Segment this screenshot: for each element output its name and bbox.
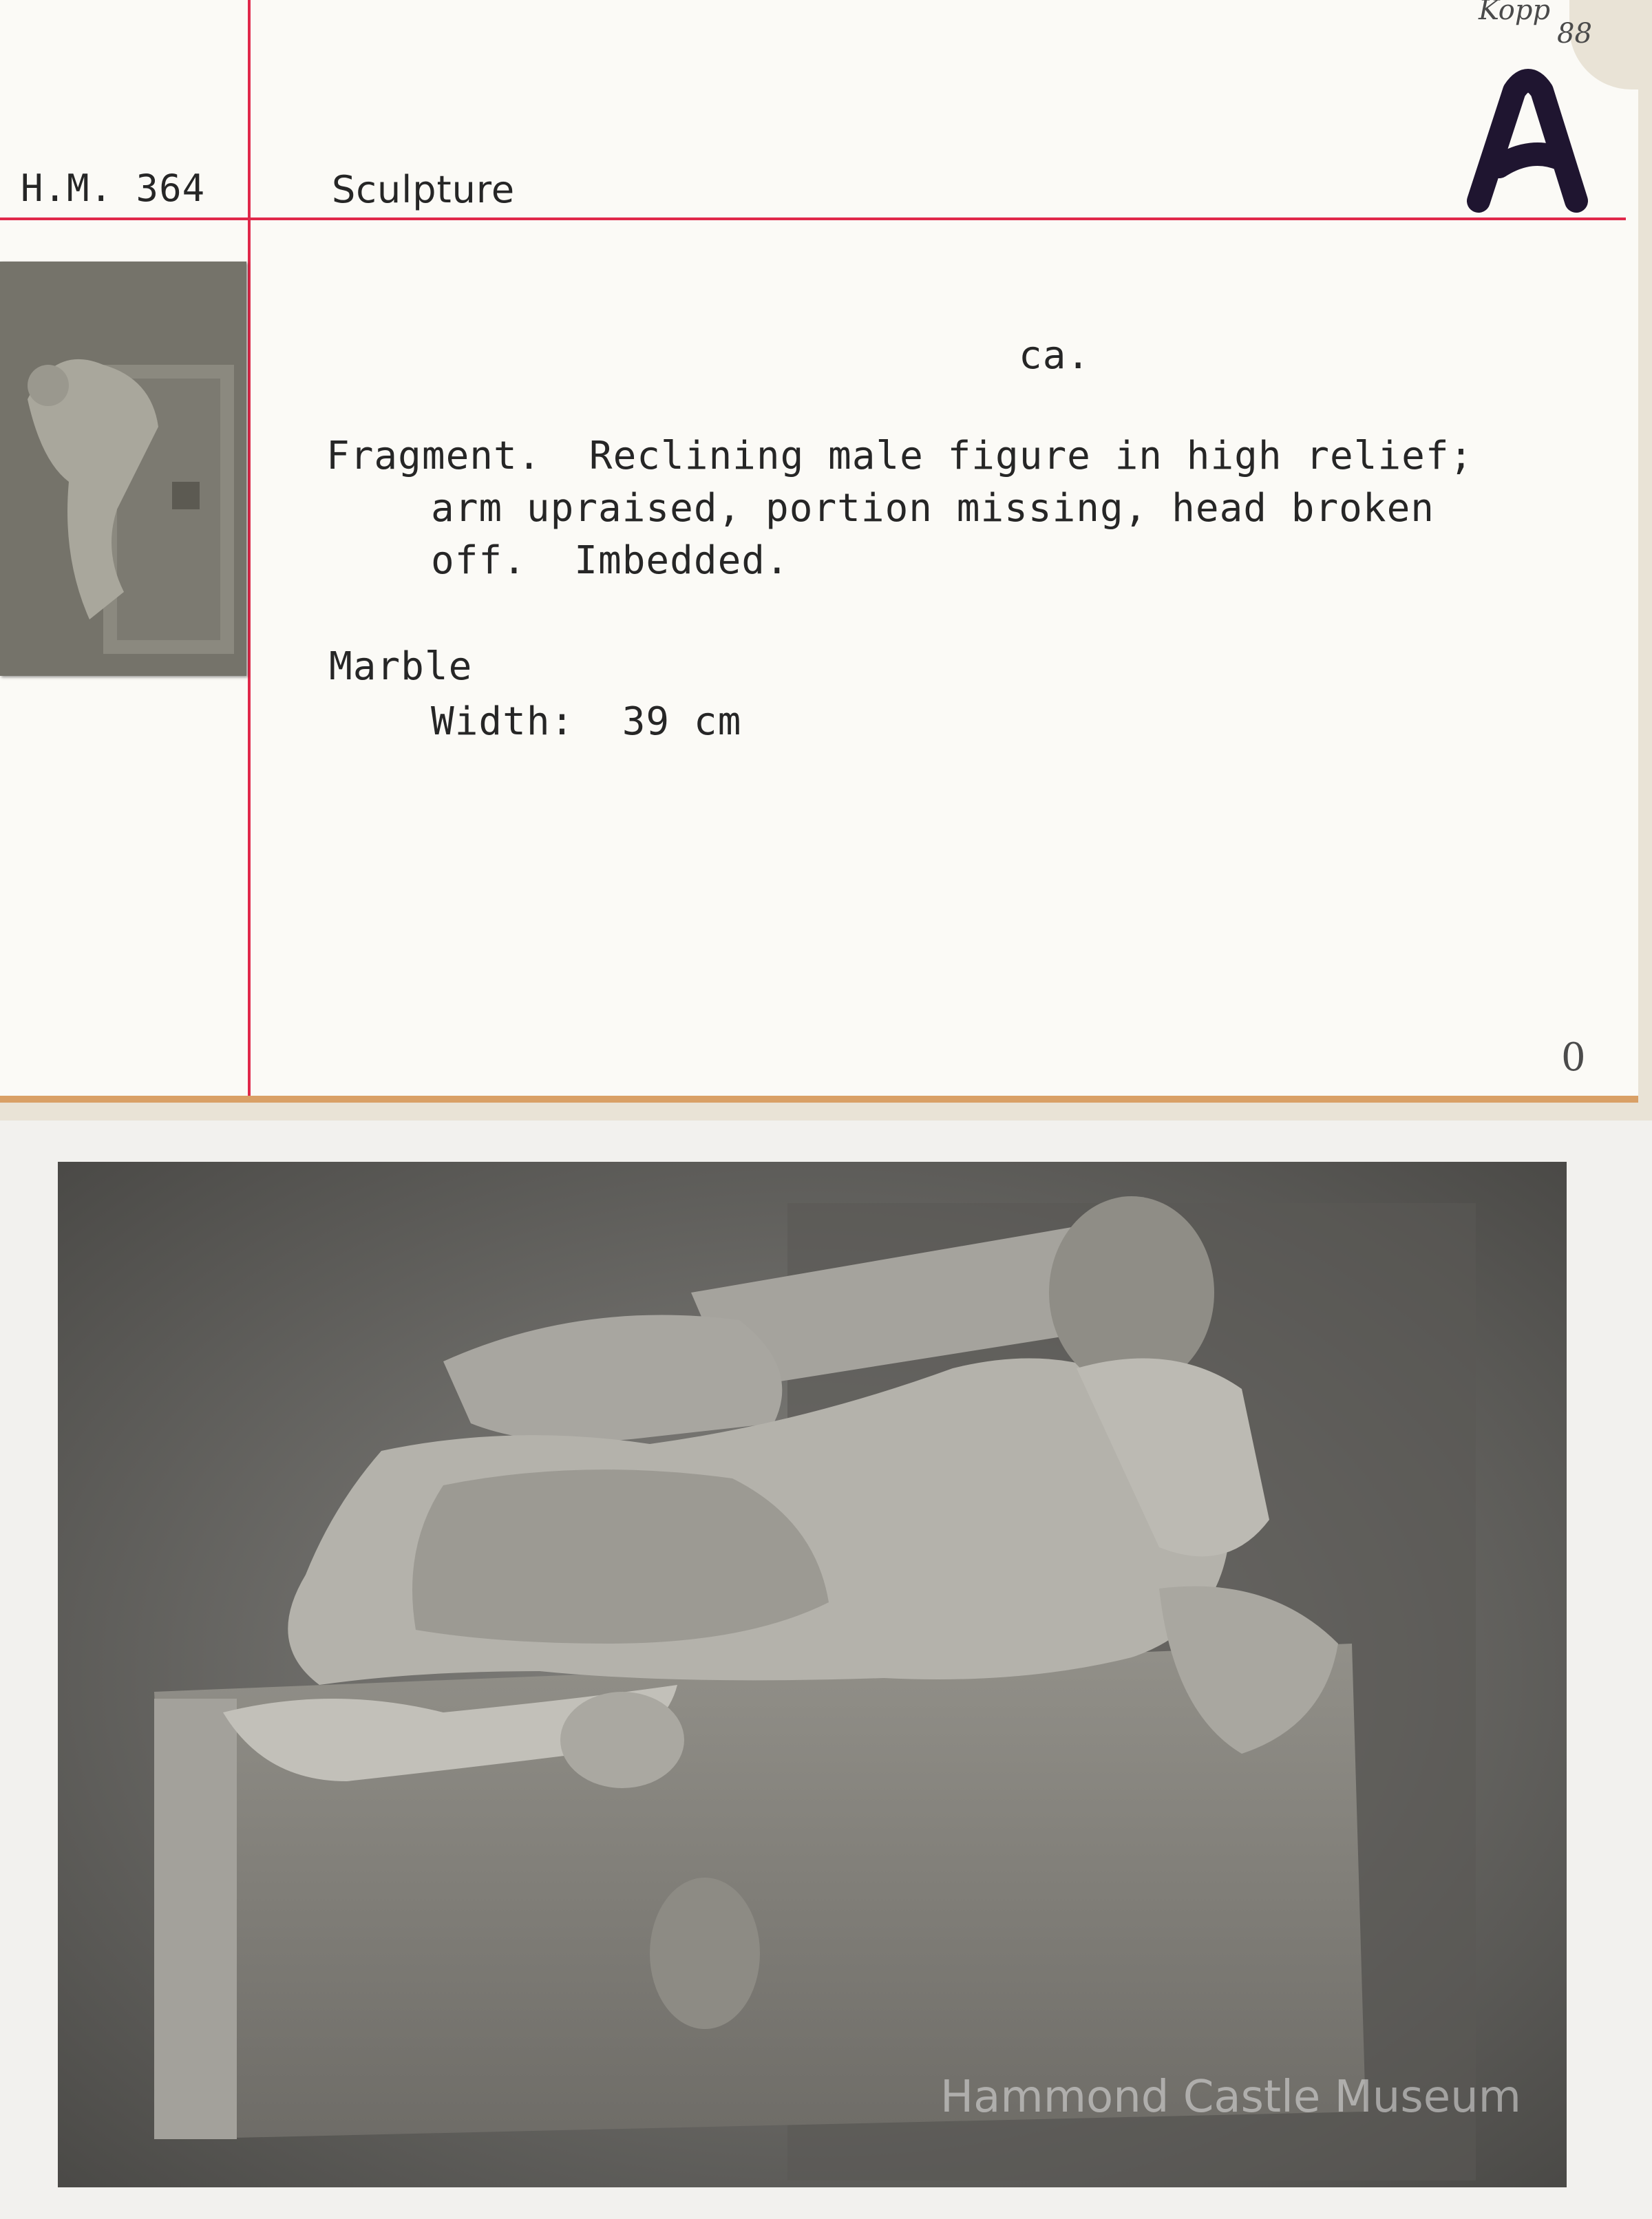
description-line-3: off. Imbedded. (431, 538, 790, 583)
handwritten-note: Kopp (1479, 0, 1551, 26)
watermark: Hammond Castle Museum (940, 2072, 1521, 2123)
handwritten-code: 88 (1557, 18, 1592, 50)
description-line-2: arm upraised, portion missing, head broken (431, 486, 1435, 531)
relief-sculpture-photo (58, 1162, 1567, 2187)
description-line-1: Fragment. Reclining male figure in high relief; (326, 434, 1474, 478)
thumbnail-photo (0, 262, 246, 676)
vertical-margin-rule (248, 0, 251, 1096)
date-prefix: ca. (1019, 333, 1091, 378)
relief-sculpture-thumbnail-icon (0, 262, 246, 676)
relief-sculpture-photo-icon (58, 1162, 1567, 2187)
dimension-label: Width: 39 cm (431, 699, 742, 744)
handwritten-circle: 0 (1561, 1035, 1586, 1080)
catalog-number: H.M. 364 (21, 167, 206, 210)
material-label: Marble (329, 644, 473, 689)
grade-letter (1466, 63, 1597, 222)
header-rule (0, 217, 1626, 220)
category-label: Sculpture (332, 168, 516, 211)
